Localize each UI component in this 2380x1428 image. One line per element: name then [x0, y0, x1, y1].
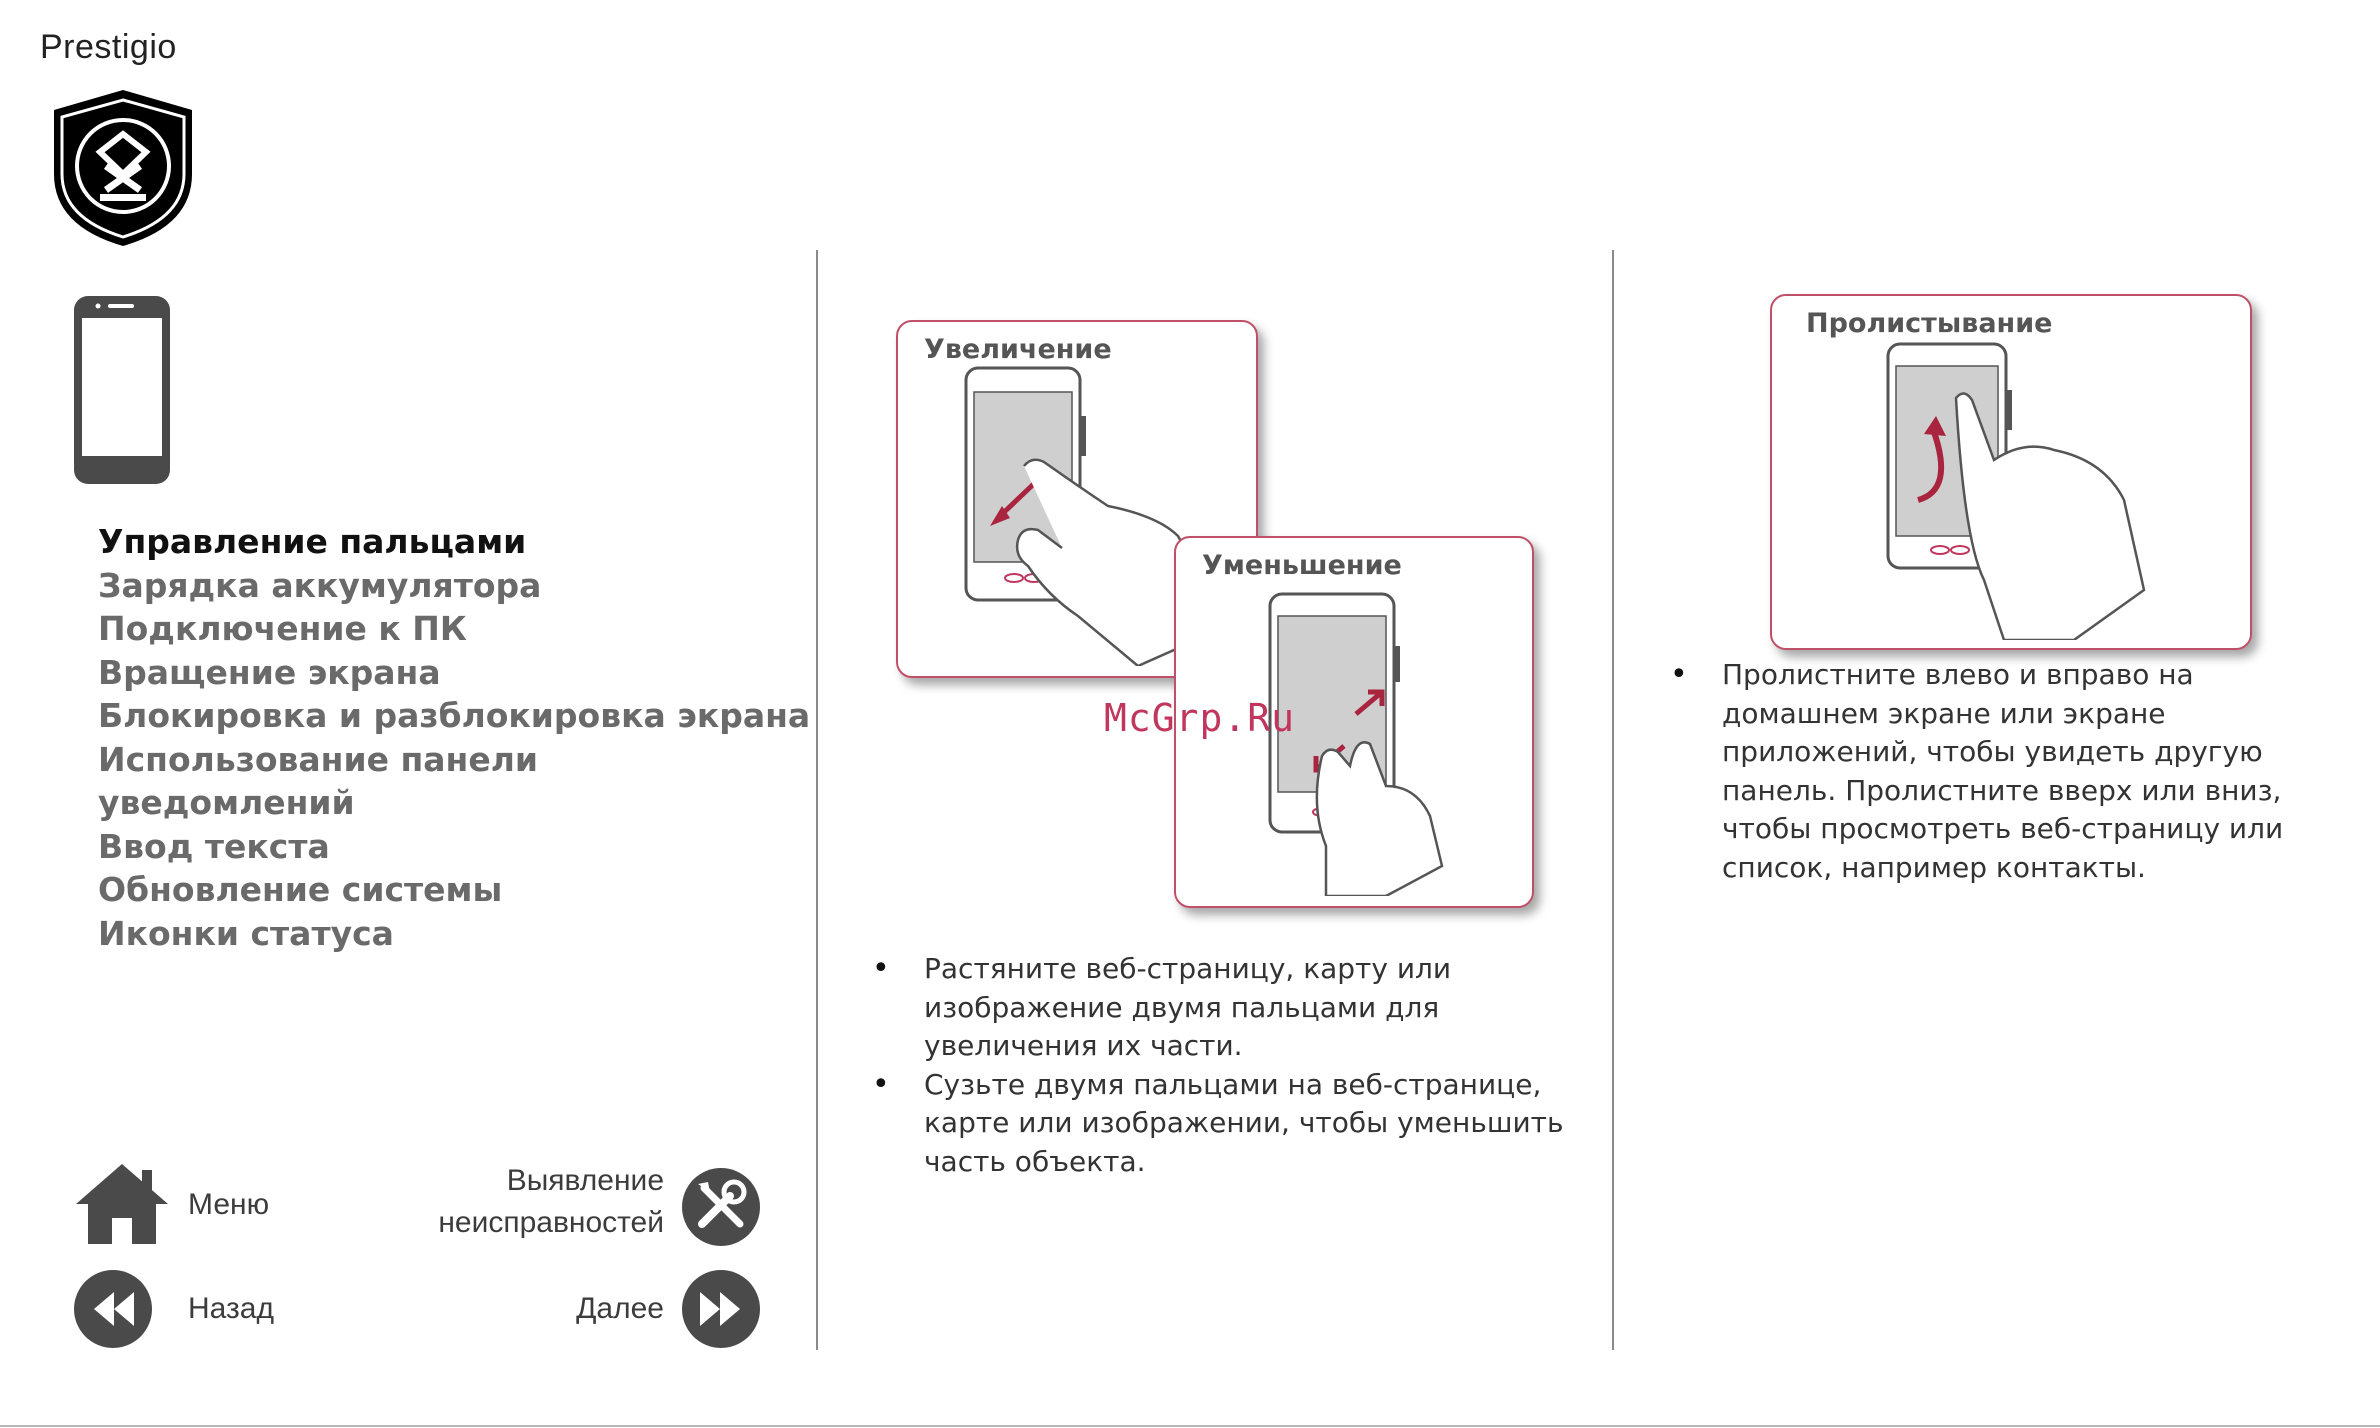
toc-item-screen-lock[interactable]: Блокировка и разблокировка экрана — [98, 696, 811, 735]
swipe-title: Пролистывание — [1806, 308, 2053, 339]
toc-item-text-input[interactable]: Ввод текста — [98, 826, 330, 866]
swipe-illustration — [1770, 294, 2252, 650]
next-link[interactable]: Далее — [576, 1292, 664, 1325]
troubleshooting-label-line2: неисправностей — [438, 1206, 664, 1239]
page-bottom-rule — [0, 1425, 2380, 1427]
toc-item-gesture-control[interactable]: Управление пальцами — [98, 522, 527, 561]
prestigio-logo-icon — [42, 86, 204, 250]
swipe-instruction: • Пролистните влево и вправо на домашнем экране или экране приложений, чтобы увидеть другую панель. Пролистните вверх или вниз, чтобы просмотреть веб-страницу или список, например контакты. — [1670, 656, 2330, 887]
toc-item-pc-connection[interactable]: Подключение к ПК — [98, 609, 467, 648]
smartphone-icon — [70, 292, 174, 488]
troubleshooting-link[interactable] — [380, 1160, 664, 1244]
home-icon[interactable] — [72, 1160, 172, 1246]
pinch-in-gesture-icon — [1266, 586, 1516, 896]
back-link[interactable]: Назад — [188, 1292, 274, 1325]
toc-item-screen-rotation[interactable]: Вращение экрана — [98, 652, 441, 692]
zoom-out-title: Уменьшение — [1202, 550, 1402, 581]
toc-item-status-icons[interactable]: Иконки статуса — [98, 913, 394, 953]
fast-forward-icon[interactable] — [680, 1268, 762, 1350]
column-divider — [1612, 250, 1614, 1350]
swipe-gesture-icon — [1884, 340, 2184, 640]
watermark: McGrp.Ru — [1104, 696, 1296, 740]
rewind-icon[interactable] — [72, 1268, 154, 1350]
toc-item-battery-charging[interactable]: Зарядка аккумулятора — [98, 565, 542, 605]
toc-item-notification-panel-cont[interactable]: уведомлений — [98, 783, 355, 822]
zoom-out-instruction: • Сузьте двумя пальцами на веб-странице, карте или изображении, чтобы уменьшить часть объекта. — [872, 1066, 1572, 1182]
swipe-instructions — [1670, 656, 2330, 887]
table-of-contents — [98, 520, 818, 955]
zoom-in-title: Увеличение — [924, 334, 1112, 365]
menu-link[interactable]: Меню — [188, 1188, 270, 1221]
brand-name: Prestigio — [40, 28, 177, 66]
tools-icon[interactable] — [680, 1166, 762, 1248]
column-divider — [816, 250, 818, 1350]
zoom-instructions — [872, 950, 1572, 1181]
toc-item-notification-panel[interactable]: Использование панели — [98, 739, 539, 779]
zoom-in-instruction: • Растяните веб-страницу, карту или изображение двумя пальцами для увеличения их части. — [872, 950, 1572, 1066]
toc-item-system-update[interactable]: Обновление системы — [98, 870, 503, 909]
troubleshooting-label-line1: Выявление — [506, 1164, 664, 1197]
